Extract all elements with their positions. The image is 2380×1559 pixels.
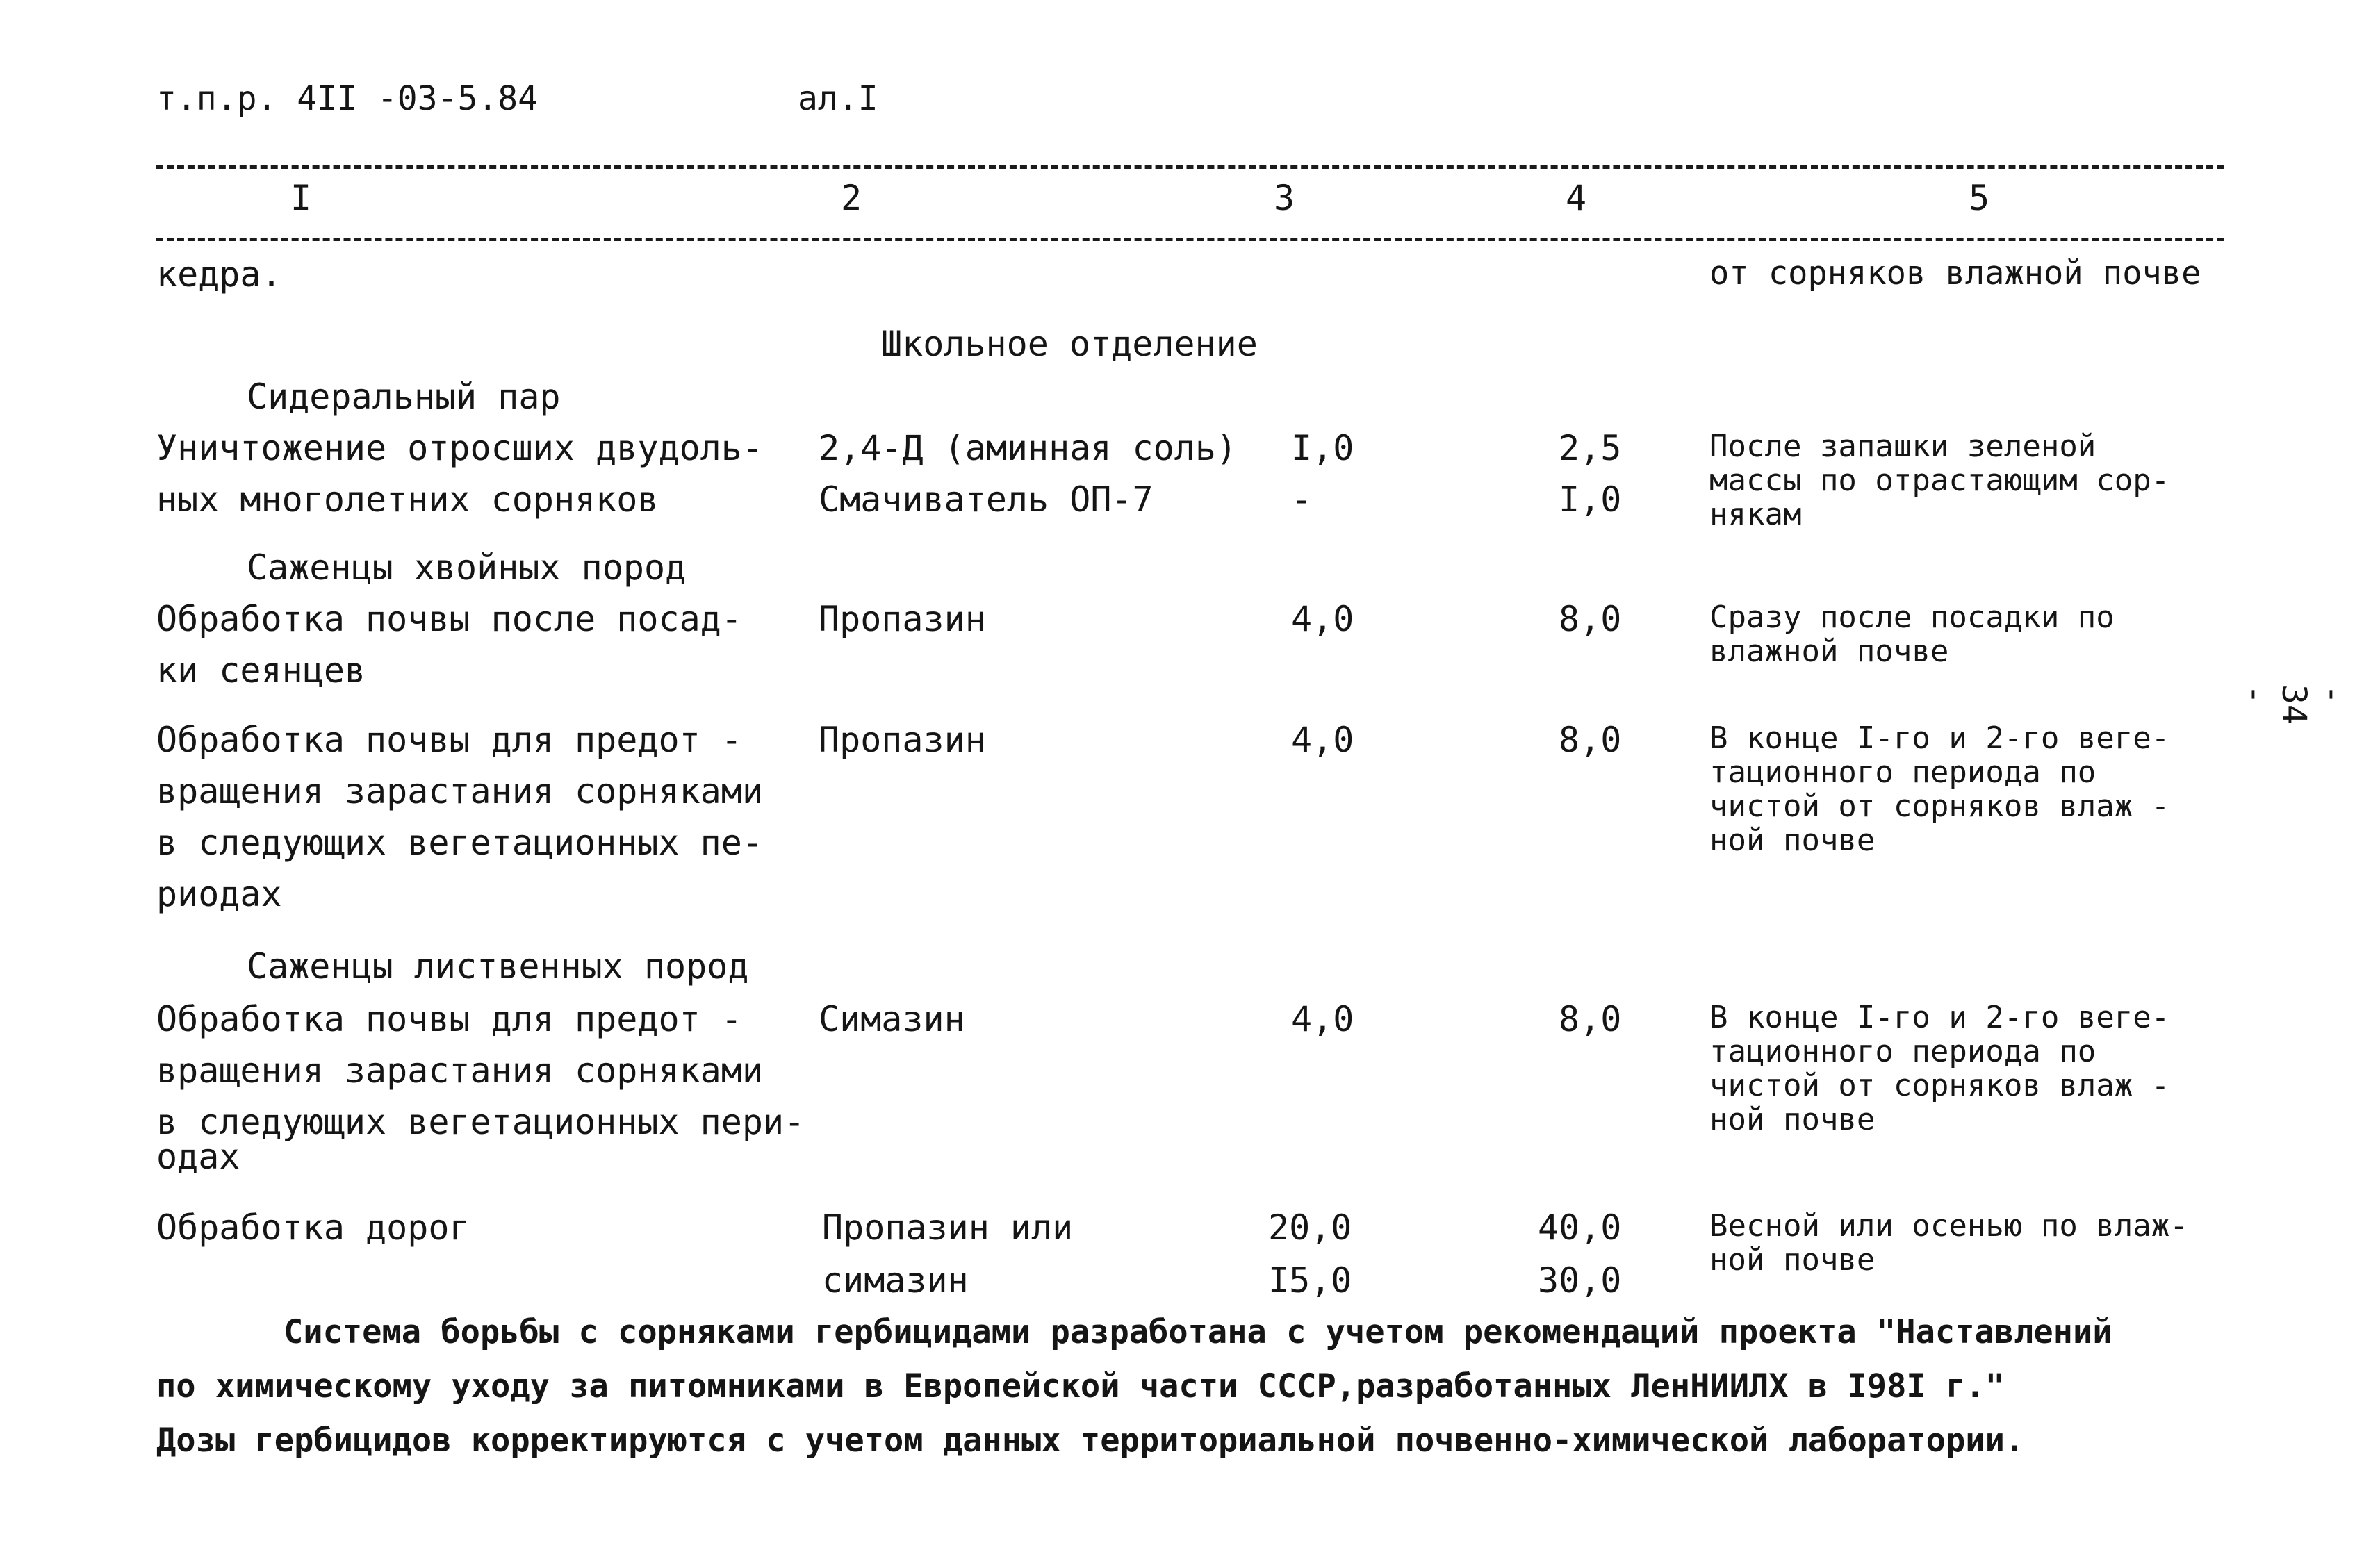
operation-line: риодах xyxy=(156,874,282,914)
notes-line: влажной почве xyxy=(1709,634,1949,669)
preparation-line: 2,4-Д (аминная соль) xyxy=(819,428,1238,468)
preparation-line: Пропазин xyxy=(819,720,986,760)
column-header-4: 4 xyxy=(1566,178,1587,218)
operation-line: вращения зарастания сорняками xyxy=(156,771,763,811)
dose-product: I,0 xyxy=(1559,479,1622,520)
table-top-rule xyxy=(156,165,2224,169)
preparation-line: Смачиватель ОП-7 xyxy=(819,479,1154,520)
dose-active: I,0 xyxy=(1291,428,1354,468)
notes-line: чистой от сорняков влаж - xyxy=(1709,1068,2170,1103)
column-header-3: 3 xyxy=(1274,178,1295,218)
table-header-rule xyxy=(156,238,2224,241)
notes-line: После запашки зеленой xyxy=(1709,429,2096,464)
dose-active: 20,0 xyxy=(1268,1207,1352,1248)
dose-product: 40,0 xyxy=(1538,1207,1622,1248)
notes-line: ной почве xyxy=(1709,1242,1876,1278)
preparation-line: симазин xyxy=(822,1260,969,1301)
dose-product: 2,5 xyxy=(1559,428,1622,468)
dose-product: 8,0 xyxy=(1559,999,1622,1039)
notes-line: чистой от сорняков влаж - xyxy=(1709,789,2170,824)
preparation-line: Пропазин или xyxy=(822,1207,1074,1248)
continuation-col1: кедра. xyxy=(156,254,282,295)
column-header-5: 5 xyxy=(1969,178,1990,218)
subheading-green-fallow: Сидеральный пар xyxy=(247,377,561,417)
dose-product: 30,0 xyxy=(1538,1260,1622,1301)
sheet-number: ал.I xyxy=(798,79,878,118)
dose-product: 8,0 xyxy=(1559,599,1622,639)
paragraph-line: Дозы гербицидов корректируются с учетом данных территориальной почвенно-химической лаборатории. xyxy=(156,1421,2025,1460)
section-title: Школьное отделение xyxy=(881,324,1258,364)
subheading-deciduous: Саженцы лиственных пород xyxy=(247,946,749,987)
operation-line: Обработка почвы после посад- xyxy=(156,599,742,639)
notes-line: массы по отрастающим сор- xyxy=(1709,463,2170,498)
operation-line: Обработка дорог xyxy=(156,1207,470,1248)
operation-line: Обработка почвы для предот - xyxy=(156,999,742,1039)
operation-line: одах xyxy=(156,1137,240,1177)
notes-line: Весной или осенью по влаж- xyxy=(1709,1208,2188,1244)
operation-line: в следующих вегетационных пе- xyxy=(156,823,763,863)
column-header-2: 2 xyxy=(841,178,862,218)
paragraph-line: Система борьбы с сорняками гербицидами разработана с учетом рекомендаций проекта "Наставлений xyxy=(284,1313,2112,1351)
operation-line: в следующих вегетационных пери- xyxy=(156,1102,805,1142)
dose-active: 4,0 xyxy=(1291,999,1354,1039)
notes-line: Сразу после посадки по xyxy=(1709,600,2115,635)
dose-active: I5,0 xyxy=(1268,1260,1352,1301)
dose-product: 8,0 xyxy=(1559,720,1622,760)
preparation-line: Пропазин xyxy=(819,599,986,639)
notes-line: ной почве xyxy=(1709,1102,1876,1137)
notes-line: тационного периода по xyxy=(1709,1034,2096,1069)
notes-line: ной почве xyxy=(1709,823,1876,858)
paragraph-line: по химическому уходу за питомниками в Европейской части СССР,разработанных ЛенНИИЛХ в I98I г." xyxy=(156,1367,2005,1405)
notes-line: тационного периода по xyxy=(1709,754,2096,790)
dose-active: 4,0 xyxy=(1291,599,1354,639)
notes-line: В конце I-го и 2-го веге- xyxy=(1709,720,2170,756)
operation-line: Уничтожение отросших двудоль- xyxy=(156,428,763,468)
notes-line: някам xyxy=(1709,497,1802,532)
continuation-col5: от сорняков влажной почве xyxy=(1709,254,2201,292)
subheading-conifers: Саженцы хвойных пород xyxy=(247,547,687,588)
operation-line: Обработка почвы для предот - xyxy=(156,720,742,760)
notes-line: В конце I-го и 2-го веге- xyxy=(1709,1000,2170,1035)
dose-active: - xyxy=(1291,479,1313,520)
preparation-line: Симазин xyxy=(819,999,965,1039)
page-number: - 34 - xyxy=(2235,684,2352,725)
document-code: т.п.р. 4II -03-5.84 xyxy=(156,79,539,118)
dose-active: 4,0 xyxy=(1291,720,1354,760)
column-header-1: I xyxy=(290,178,312,218)
operation-line: вращения зарастания сорняками xyxy=(156,1050,763,1091)
operation-line: ки сеянцев xyxy=(156,650,366,691)
operation-line: ных многолетних сорняков xyxy=(156,479,659,520)
